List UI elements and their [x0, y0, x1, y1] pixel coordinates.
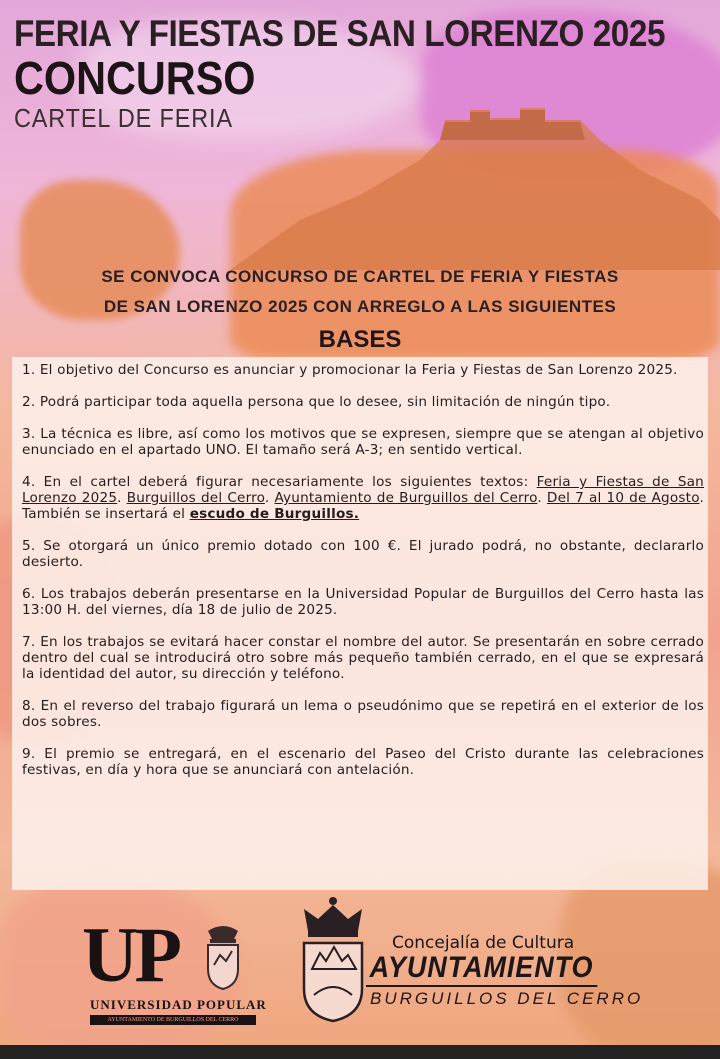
- ayuntamiento-logo: [296, 895, 644, 1025]
- rule-4-escudo: escudo de Burguillos.: [189, 506, 360, 522]
- rule-1: 1. El objetivo del Concurso es anunciar y promocionar la Feria y Fiestas de San Lorenzo 2025.: [22, 362, 678, 378]
- rule-7: 7. En los trabajos se evitará hacer constar el nombre del autor. Se presentarán en sobre cerrado dentro del cual se introducirá otro sobre más pequeño también cerrado, en el que se expresará la identidad del autor, su dirección y teléfono.: [22, 634, 704, 682]
- poster-title: FERIA Y FIESTAS DE SAN LORENZO 2025: [14, 13, 666, 54]
- rule-9: 9. El premio se entregará, en el escenario del Paseo del Cristo durante las celebraciones festivas, en día y hora que se anunciará con antelación.: [22, 746, 704, 778]
- intro-line-1: SE CONVOCA CONCURSO DE CARTEL DE FERIA Y FIESTAS: [101, 267, 619, 286]
- header: [14, 14, 720, 134]
- rule-4-text: 4. En el cartel deberá figurar necesariamente los siguientes textos:: [22, 474, 537, 490]
- rule-2: 2. Podrá participar toda aquella persona que lo desee, sin limitación de ningún tipo.: [22, 394, 611, 410]
- footer-bar: [0, 1045, 720, 1059]
- shield-icon: [200, 921, 246, 991]
- poster-category: CARTEL DE FERIA: [14, 103, 233, 133]
- rule-4-mid: . También se insertará el: [22, 490, 705, 522]
- up-subtitle: AYUNTAMIENTO DE BURGUILLOS DEL CERRO: [90, 1015, 256, 1025]
- rule-8: 8. En el reverso del trabajo figurará un lema o pseudónimo que se repetirá en el exterior de los dos sobres.: [22, 698, 704, 730]
- shield-icon: [300, 939, 366, 1023]
- intro-line-2: DE SAN LORENZO 2025 CON ARREGLO A LAS SIGUIENTES: [103, 297, 617, 316]
- rule-4: [22, 474, 704, 522]
- ayuntamiento-label: AYUNTAMIENTO: [366, 951, 597, 987]
- rule-4-sep: .: [264, 490, 275, 506]
- logos: [0, 895, 720, 1045]
- rule-4-sep: .: [117, 490, 127, 506]
- universidad-popular-logo: [82, 911, 267, 1025]
- bases-title: BASES: [318, 326, 402, 353]
- rule-4-sep: .: [537, 490, 547, 506]
- up-letters: UP: [82, 911, 178, 998]
- rules-list: [22, 362, 704, 794]
- rule-4-dates: Del 7 al 10 de Agosto: [546, 490, 700, 506]
- intro-text: [0, 262, 720, 322]
- town-label: BURGUILLOS DEL CERRO: [370, 989, 644, 1008]
- rule-5: 5. Se otorgará un único premio dotado con 100 €. El jurado podrá, no obstante, declararlo desierto.: [22, 538, 704, 570]
- rule-4-ayuntamiento: Ayuntamiento de Burguillos del Cerro: [274, 490, 538, 506]
- rule-4-feria: Feria y Fiestas de San Lorenzo 2025: [22, 474, 704, 506]
- concejalia-label: Concejalía de Cultura: [392, 933, 575, 953]
- rule-4-burguillos: Burguillos del Cerro: [126, 490, 265, 506]
- rule-6: 6. Los trabajos deberán presentarse en la Universidad Popular de Burguillos del Cerro hasta las 13:00 H. del viernes, día 18 de julio de 2025.: [22, 586, 704, 618]
- rule-3: 3. La técnica es libre, así como los motivos que se expresen, siempre que se atengan al objetivo enunciado en el apartado UNO. El tamaño será A-3; en sentido vertical.: [22, 426, 704, 458]
- crown-icon: [300, 895, 366, 939]
- up-name: UNIVERSIDAD POPULAR: [90, 997, 267, 1012]
- poster-subtitle: CONCURSO: [14, 52, 256, 104]
